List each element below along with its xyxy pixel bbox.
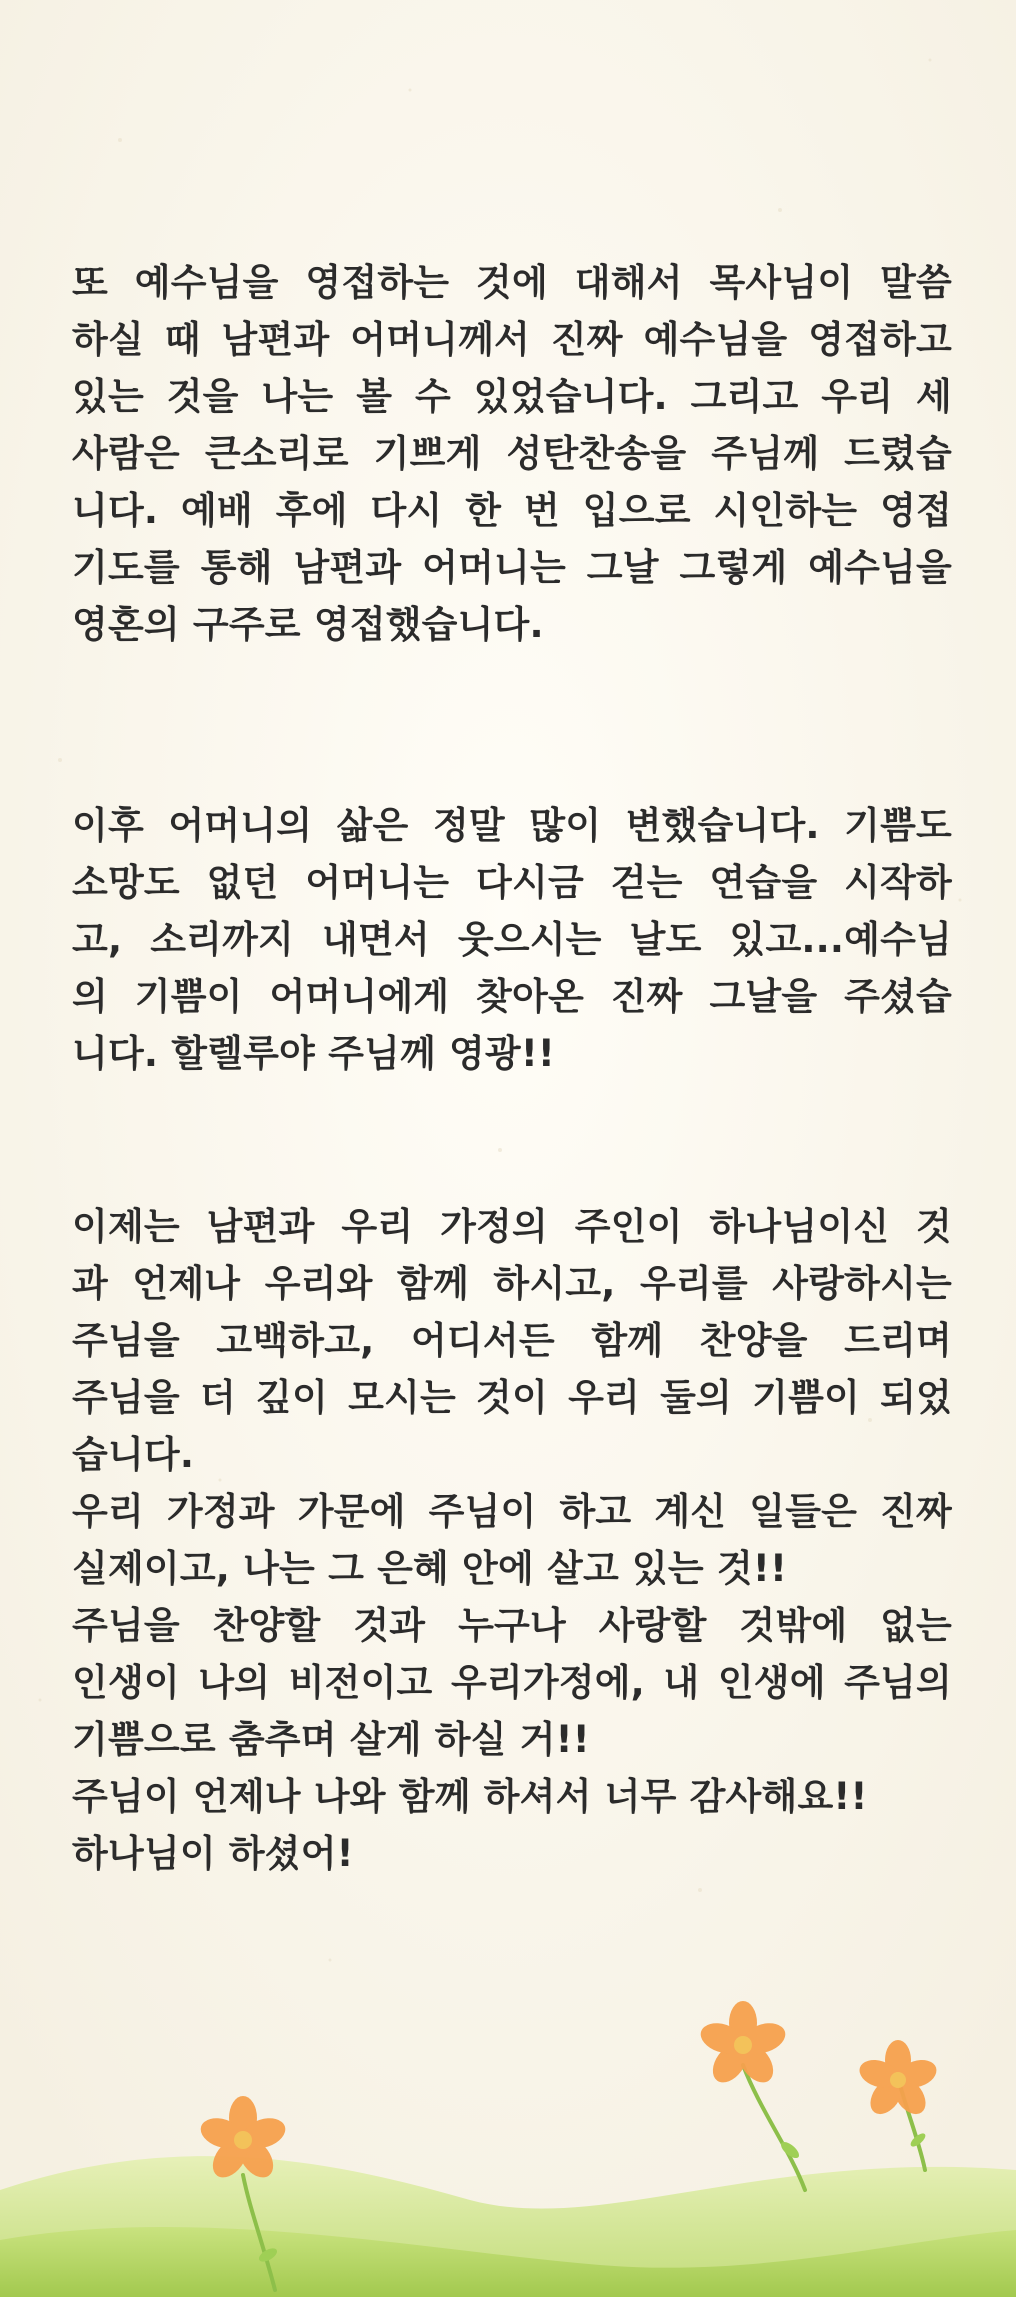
text-line: 주님을 고백하고, 어디서든 함께 찬양을 드리며 xyxy=(72,1319,952,1362)
text-line: 하나님이 하셨어! xyxy=(72,1832,354,1875)
text-line: 인생이 나의 비전이고 우리가정에, 내 인생에 주님의 xyxy=(72,1661,952,1704)
text-line: 실제이고, 나는 그 은혜 안에 살고 있는 것!! xyxy=(72,1547,788,1590)
paragraph-3 xyxy=(72,1198,952,1882)
paragraph-1 xyxy=(72,254,952,653)
paragraph-2 xyxy=(72,797,952,1082)
text-line: 과 언제나 우리와 함께 하시고, 우리를 사랑하시는 xyxy=(72,1262,952,1305)
text-line: 기쁨으로 춤추며 살게 하실 거!! xyxy=(72,1718,590,1761)
text-line: 주님을 더 깊이 모시는 것이 우리 둘의 기쁨이 되었 xyxy=(72,1376,952,1419)
text-line: 주님이 언제나 나와 함께 하셔서 너무 감사해요!! xyxy=(72,1775,868,1818)
text-line: 하실 때 남편과 어머니께서 진짜 예수님을 영접하고 xyxy=(72,318,952,361)
text-line: 니다. 예배 후에 다시 한 번 입으로 시인하는 영접 xyxy=(72,489,952,532)
text-line: 영혼의 구주로 영접했습니다. xyxy=(72,603,544,646)
text-line: 이후 어머니의 삶은 정말 많이 변했습니다. 기쁨도 xyxy=(72,804,952,847)
text-line: 기도를 통해 남편과 어머니는 그날 그렇게 예수님을 xyxy=(72,546,952,589)
text-line: 이제는 남편과 우리 가정의 주인이 하나님이신 것 xyxy=(72,1205,952,1248)
text-line: 고, 소리까지 내면서 웃으시는 날도 있고...예수님 xyxy=(72,918,952,961)
text-line: 주님을 찬양할 것과 누구나 사랑할 것밖에 없는 xyxy=(72,1604,952,1647)
text-line: 소망도 없던 어머니는 다시금 걷는 연습을 시작하 xyxy=(72,861,952,904)
text-line: 의 기쁨이 어머니에게 찾아온 진짜 그날을 주셨습 xyxy=(72,975,952,1018)
text-line: 우리 가정과 가문에 주님이 하고 계신 일들은 진짜 xyxy=(72,1490,952,1533)
text-line: 또 예수님을 영접하는 것에 대해서 목사님이 말씀 xyxy=(72,261,952,304)
text-line: 있는 것을 나는 볼 수 있었습니다. 그리고 우리 세 xyxy=(72,375,952,418)
text-line: 습니다. xyxy=(72,1433,195,1476)
text-line: 사람은 큰소리로 기쁘게 성탄찬송을 주님께 드렸습 xyxy=(72,432,952,475)
text-line: 니다. 할렐루야 주님께 영광!! xyxy=(72,1032,556,1075)
